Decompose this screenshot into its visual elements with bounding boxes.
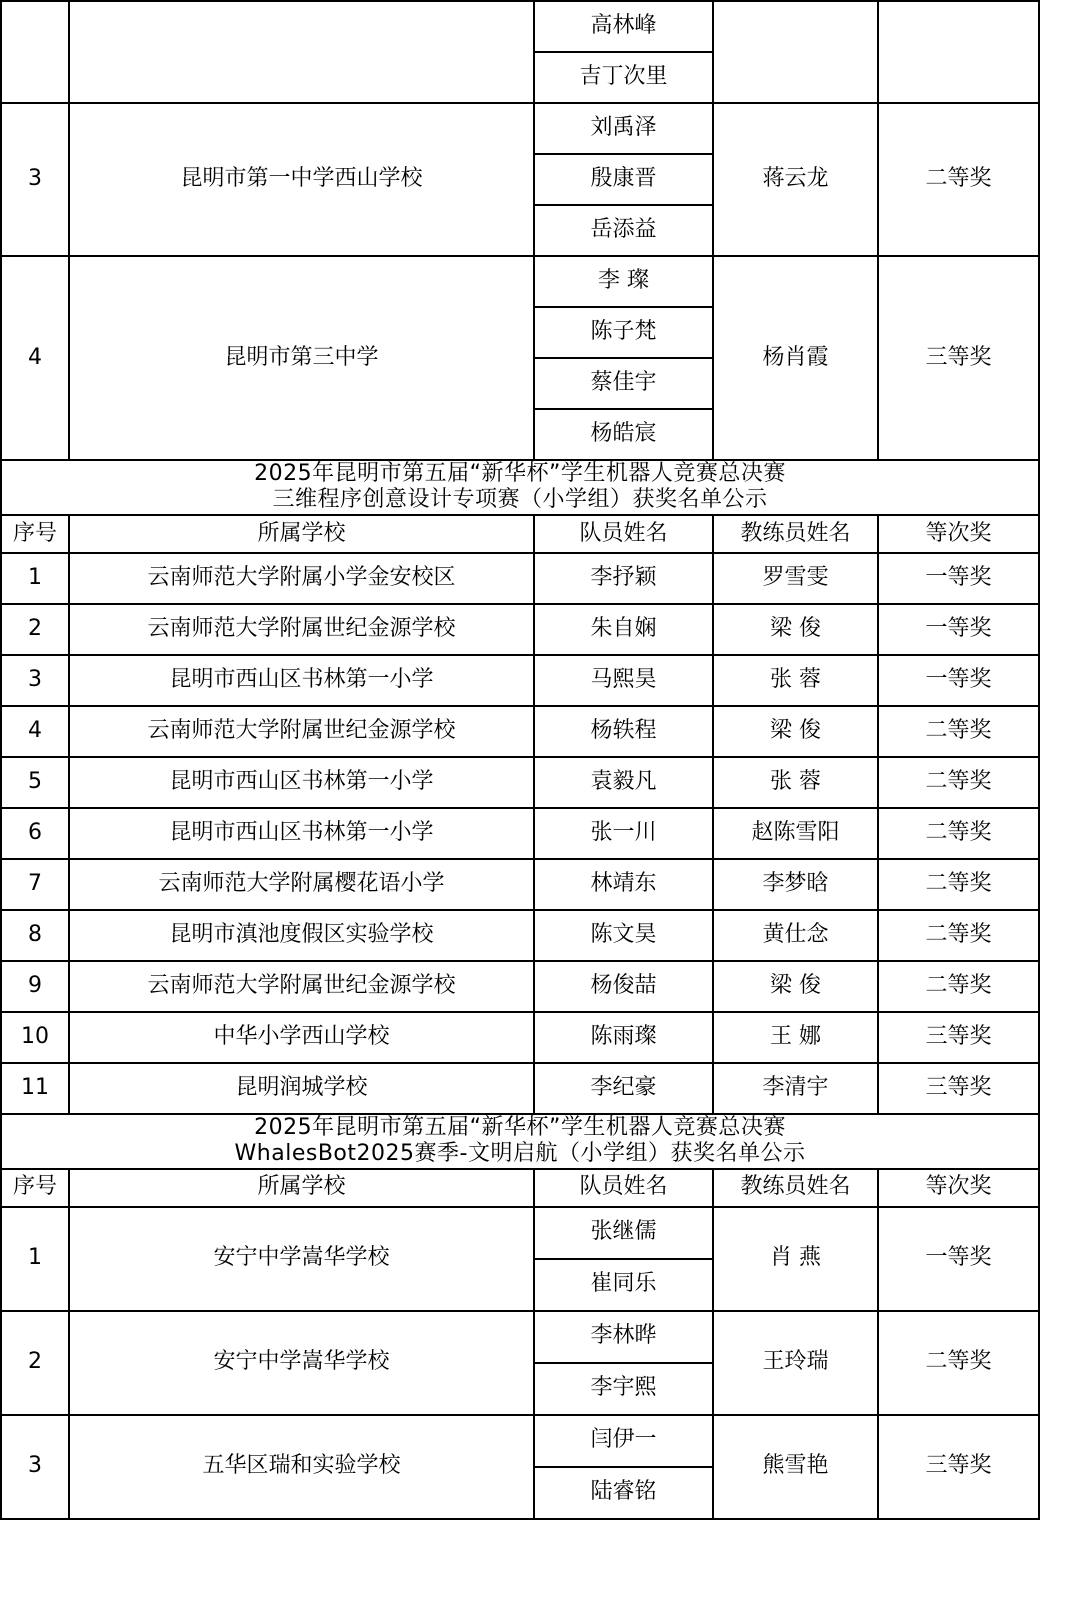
cell-coach: 王玲瑞 <box>713 1311 878 1415</box>
table-row <box>1 808 1039 859</box>
cell-coach: 熊雪艳 <box>713 1415 878 1519</box>
cell-member: 朱自娴 <box>534 604 713 655</box>
cell-member: 陈雨璨 <box>534 1012 713 1063</box>
cell-school: 安宁中学嵩华学校 <box>69 1311 534 1415</box>
cell-school: 中华小学西山学校 <box>69 1012 534 1063</box>
cell-member: 岳添益 <box>534 205 713 256</box>
cell-coach: 王 娜 <box>713 1012 878 1063</box>
cell-member: 陆睿铭 <box>534 1467 713 1519</box>
cell-member: 陈文昊 <box>534 910 713 961</box>
cell-award: 二等奖 <box>878 1311 1039 1415</box>
column-header-member: 队员姓名 <box>534 515 713 553</box>
cell-award: 三等奖 <box>878 256 1039 460</box>
cell-member: 袁毅凡 <box>534 757 713 808</box>
table-row <box>1 553 1039 604</box>
cell-school: 昆明市第一中学西山学校 <box>69 103 534 256</box>
cell-award: 二等奖 <box>878 910 1039 961</box>
cell-coach: 张 蓉 <box>713 655 878 706</box>
section-title-3d-line2: 三维程序创意设计专项赛（小学组）获奖名单公示 <box>272 487 768 513</box>
table-row <box>1 1415 1039 1467</box>
table-row <box>1 103 1039 154</box>
column-header-member: 队员姓名 <box>534 1169 713 1207</box>
cell-seq: 11 <box>1 1063 69 1114</box>
cell-school: 云南师范大学附属小学金安校区 <box>69 553 534 604</box>
section-title-row-whalesbot <box>1 1114 1039 1169</box>
cell-award: 一等奖 <box>878 655 1039 706</box>
cell-award: 三等奖 <box>878 1012 1039 1063</box>
cell-seq: 10 <box>1 1012 69 1063</box>
cell-award: 二等奖 <box>878 757 1039 808</box>
table-row <box>1 1 1039 52</box>
column-header-award: 等次奖 <box>878 515 1039 553</box>
cell-award: 二等奖 <box>878 961 1039 1012</box>
cell-school: 五华区瑞和实验学校 <box>69 1415 534 1519</box>
table-row <box>1 757 1039 808</box>
cell-school <box>69 1 534 103</box>
cell-award: 一等奖 <box>878 553 1039 604</box>
cell-member: 崔同乐 <box>534 1259 713 1311</box>
cell-seq <box>1 1 69 103</box>
cell-member: 高林峰 <box>534 1 713 52</box>
cell-school: 昆明市西山区书林第一小学 <box>69 655 534 706</box>
cell-coach: 梁 俊 <box>713 604 878 655</box>
cell-school: 昆明市西山区书林第一小学 <box>69 808 534 859</box>
cell-school: 昆明润城学校 <box>69 1063 534 1114</box>
cell-award: 二等奖 <box>878 859 1039 910</box>
cell-member: 杨俊喆 <box>534 961 713 1012</box>
table-row <box>1 706 1039 757</box>
section-title-3d-line1: 2025年昆明市第五届“新华杯”学生机器人竞赛总决赛 <box>254 461 786 486</box>
cell-seq: 3 <box>1 655 69 706</box>
cell-member: 闫伊一 <box>534 1415 713 1467</box>
column-header-school: 所属学校 <box>69 1169 534 1207</box>
cell-coach: 黄仕念 <box>713 910 878 961</box>
table-header-row-3d <box>1 515 1039 553</box>
cell-member: 陈子梵 <box>534 307 713 358</box>
cell-seq: 2 <box>1 604 69 655</box>
cell-member: 李林晔 <box>534 1311 713 1363</box>
cell-seq: 4 <box>1 256 69 460</box>
cell-coach: 李清宇 <box>713 1063 878 1114</box>
cell-award: 一等奖 <box>878 1207 1039 1311</box>
column-header-coach: 教练员姓名 <box>713 1169 878 1207</box>
table-row <box>1 256 1039 307</box>
cell-award: 三等奖 <box>878 1063 1039 1114</box>
cell-member: 吉丁次里 <box>534 52 713 103</box>
cell-award: 二等奖 <box>878 103 1039 256</box>
cell-member: 李纪豪 <box>534 1063 713 1114</box>
cell-coach: 梁 俊 <box>713 961 878 1012</box>
cell-seq: 7 <box>1 859 69 910</box>
cell-coach: 张 蓉 <box>713 757 878 808</box>
cell-seq: 1 <box>1 553 69 604</box>
cell-coach: 李梦晗 <box>713 859 878 910</box>
cell-award <box>878 1 1039 103</box>
table-row <box>1 604 1039 655</box>
cell-award: 三等奖 <box>878 1415 1039 1519</box>
section-title-row-3d <box>1 460 1039 515</box>
cell-coach <box>713 1 878 103</box>
cell-member: 张一川 <box>534 808 713 859</box>
cell-seq: 1 <box>1 1207 69 1311</box>
column-header-coach: 教练员姓名 <box>713 515 878 553</box>
cell-seq: 5 <box>1 757 69 808</box>
cell-coach: 蒋云龙 <box>713 103 878 256</box>
cell-seq: 4 <box>1 706 69 757</box>
cell-school: 云南师范大学附属世纪金源学校 <box>69 604 534 655</box>
cell-member: 殷康晋 <box>534 154 713 205</box>
cell-seq: 9 <box>1 961 69 1012</box>
section-title-whalesbot <box>1 1114 1039 1169</box>
cell-member: 李抒颖 <box>534 553 713 604</box>
cell-seq: 2 <box>1 1311 69 1415</box>
cell-seq: 3 <box>1 103 69 256</box>
cell-coach: 肖 燕 <box>713 1207 878 1311</box>
cell-school: 昆明市西山区书林第一小学 <box>69 757 534 808</box>
section-title-whalesbot-line1: 2025年昆明市第五届“新华杯”学生机器人竞赛总决赛 <box>254 1114 786 1140</box>
cell-coach: 罗雪雯 <box>713 553 878 604</box>
cell-member: 李宇熙 <box>534 1363 713 1415</box>
cell-coach: 赵陈雪阳 <box>713 808 878 859</box>
cell-school: 昆明市第三中学 <box>69 256 534 460</box>
table-row <box>1 1311 1039 1363</box>
cell-member: 李 璨 <box>534 256 713 307</box>
cell-seq: 3 <box>1 1415 69 1519</box>
section-title-3d <box>1 460 1039 515</box>
cell-award: 二等奖 <box>878 706 1039 757</box>
cell-school: 云南师范大学附属樱花语小学 <box>69 859 534 910</box>
table-row <box>1 1207 1039 1259</box>
cell-seq: 8 <box>1 910 69 961</box>
table-row <box>1 961 1039 1012</box>
cell-school: 云南师范大学附属世纪金源学校 <box>69 961 534 1012</box>
table-row <box>1 1012 1039 1063</box>
cell-member: 杨轶程 <box>534 706 713 757</box>
cell-seq: 6 <box>1 808 69 859</box>
cell-member: 杨皓宸 <box>534 409 713 460</box>
table-row <box>1 859 1039 910</box>
cell-award: 二等奖 <box>878 808 1039 859</box>
cell-award: 一等奖 <box>878 604 1039 655</box>
table-row <box>1 655 1039 706</box>
cell-member: 林靖东 <box>534 859 713 910</box>
section-title-whalesbot-line2: WhalesBot2025赛季-文明启航（小学组）获奖名单公示 <box>234 1141 806 1167</box>
cell-member: 蔡佳宇 <box>534 358 713 409</box>
column-header-award: 等次奖 <box>878 1169 1039 1207</box>
cell-member: 张继儒 <box>534 1207 713 1259</box>
table-row <box>1 1063 1039 1114</box>
cell-member: 刘禹泽 <box>534 103 713 154</box>
cell-coach: 梁 俊 <box>713 706 878 757</box>
table-row <box>1 910 1039 961</box>
cell-member: 马熙昊 <box>534 655 713 706</box>
cell-school: 安宁中学嵩华学校 <box>69 1207 534 1311</box>
column-header-seq: 序号 <box>1 515 69 553</box>
cell-school: 昆明市滇池度假区实验学校 <box>69 910 534 961</box>
cell-coach: 杨肖霞 <box>713 256 878 460</box>
column-header-seq: 序号 <box>1 1169 69 1207</box>
column-header-school: 所属学校 <box>69 515 534 553</box>
table-header-row-whalesbot <box>1 1169 1039 1207</box>
cell-school: 云南师范大学附属世纪金源学校 <box>69 706 534 757</box>
